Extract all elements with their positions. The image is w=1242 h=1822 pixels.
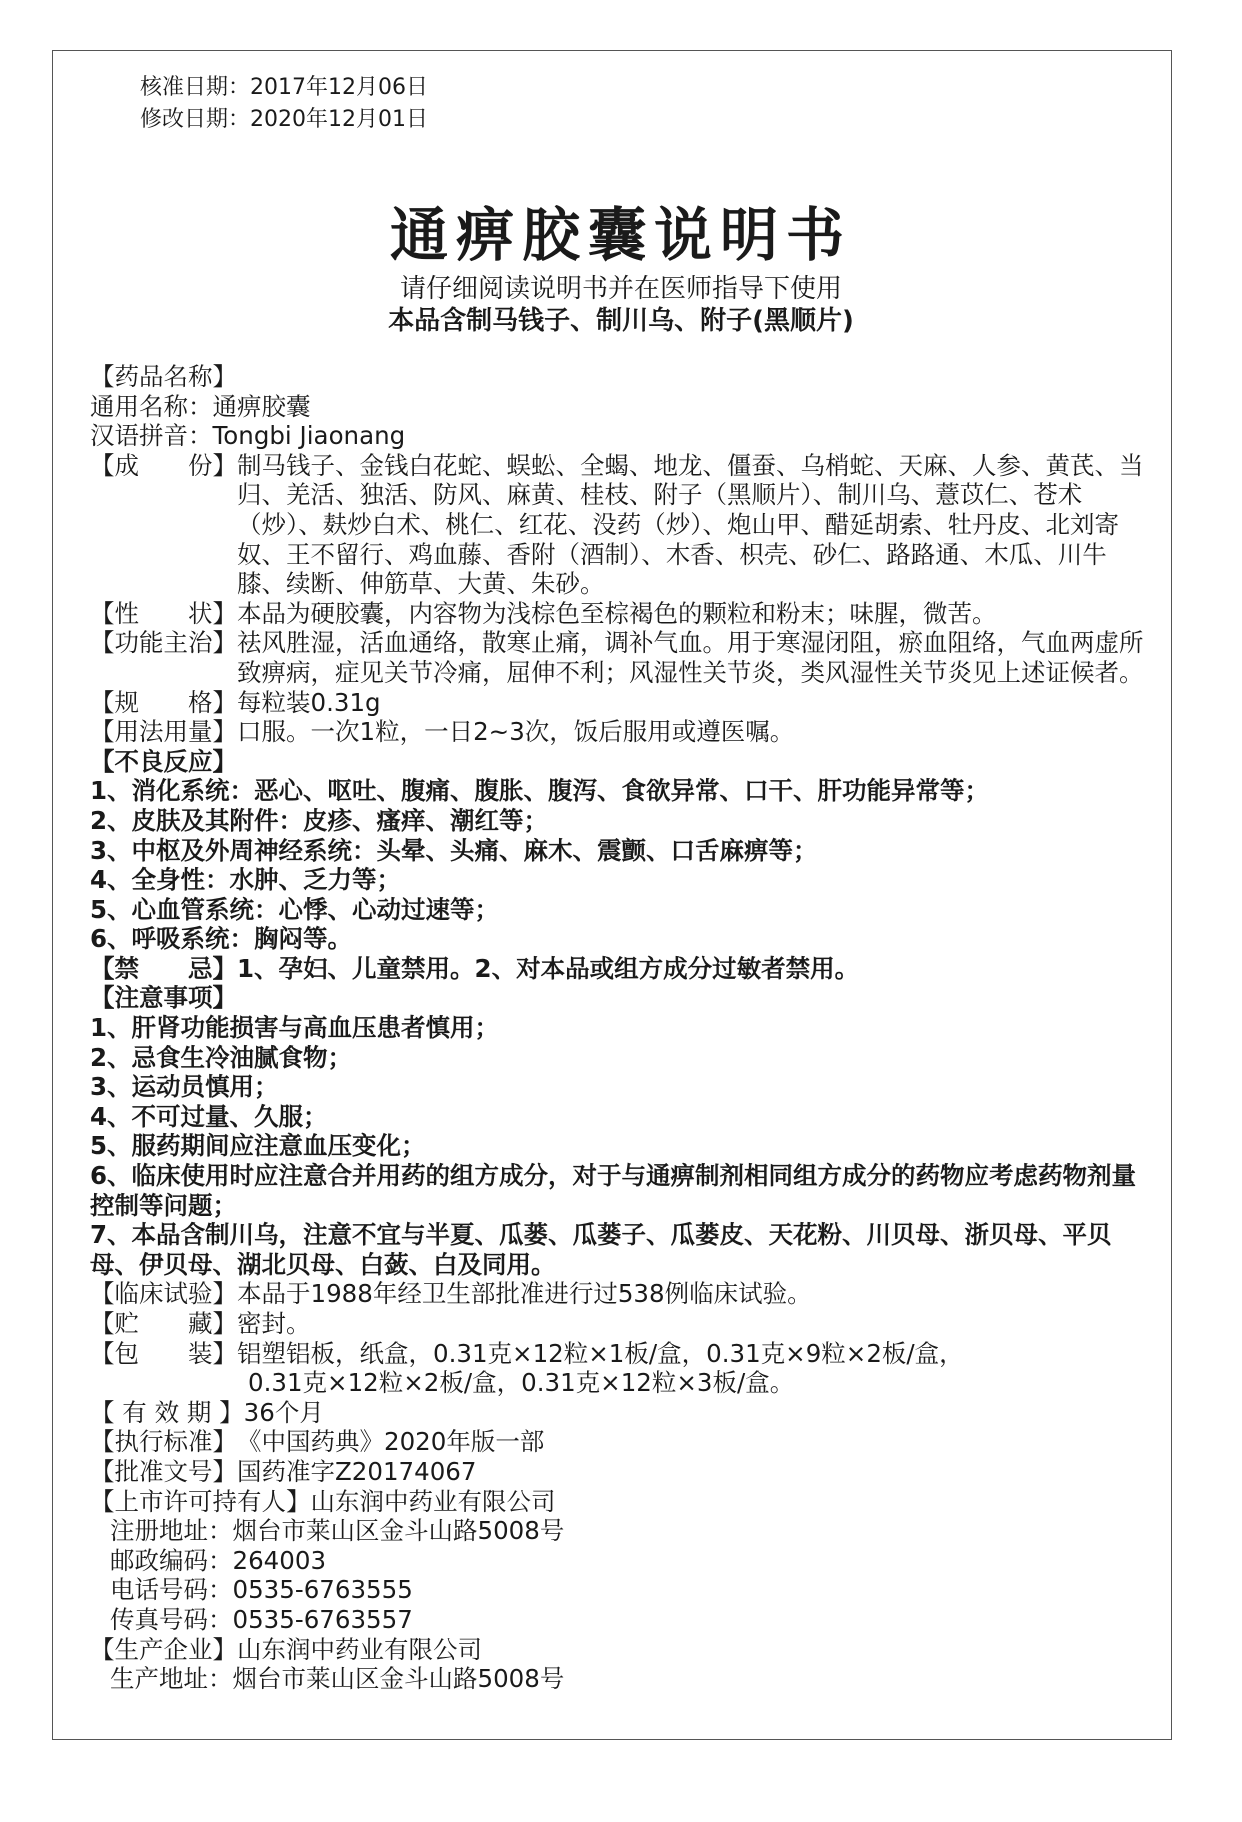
precaution-item: 6、临床使用时应注意合并用药的组方成分，对于与通痹制剂相同组方成分的药物应考虑药物剂量控制等问题； [90, 1161, 1137, 1220]
dosage-label: 【用法用量】 [90, 717, 237, 747]
common-name: 通用名称：通痹胶囊 [90, 391, 311, 421]
clinical-trial-label: 【临床试验】 [90, 1279, 237, 1309]
manufacturer-label: 【生产企业】 [90, 1634, 237, 1664]
validity-text: 36个月 [243, 1397, 324, 1427]
specification-section [90, 688, 1150, 718]
date-block [140, 72, 428, 136]
validity-section [90, 1398, 1150, 1428]
precaution-item: 1、肝肾功能损害与高血压患者慎用； [90, 1013, 500, 1043]
manufacturer-section [90, 1635, 1150, 1665]
contraindications-text: 1、孕妇、儿童禁用。2、对本品或组方成分过敏者禁用。 [237, 953, 860, 983]
mah-postcode: 邮政编码：264003 [110, 1545, 327, 1575]
dosage-text: 口服。一次1粒，一日2~3次，饭后服用或遵医嘱。 [237, 717, 795, 747]
adverse-reactions-heading: 【不良反应】 [90, 746, 237, 776]
properties-label: 【性 状】 [90, 598, 237, 628]
toxic-ingredient-warning: 本品含制马钱子、制川乌、附子(黑顺片) [388, 306, 854, 336]
pinyin-name: 汉语拼音：Tongbi Jiaonang [90, 421, 406, 451]
manufacturer-address: 生产地址：烟台市莱山区金斗山路5008号 [110, 1664, 565, 1694]
ingredients-section [90, 451, 1150, 599]
adverse-reaction-item: 1、消化系统：恶心、呕吐、腹痛、腹胀、腹泻、食欲异常、口干、肝功能异常等； [90, 776, 990, 806]
drug-name-heading: 【药品名称】 [90, 362, 237, 391]
packaging-section [90, 1339, 1150, 1369]
packaging-line-1: 铝塑铝板，纸盒，0.31克×12粒×1板/盒，0.31克×9粒×2板/盒， [237, 1338, 964, 1368]
precaution-item: 2、忌食生冷油腻食物； [90, 1042, 353, 1072]
mah-fax: 传真号码：0535-6763557 [110, 1604, 413, 1634]
contraindications-label: 【禁 忌】 [90, 953, 237, 983]
approval-number-section [90, 1457, 1150, 1487]
properties-section [90, 599, 1150, 629]
precaution-item: 4、不可过量、久服； [90, 1101, 328, 1131]
indications-text: 祛风胜湿，活血通络，散寒止痛，调补气血。用于寒湿闭阻，瘀血阻络，气血两虚所致痹病，症见关节冷痛，屈伸不利；风湿性关节炎，类风湿性关节炎见上述证候者。 [237, 628, 1144, 687]
adverse-reaction-item: 5、心血管系统：心悸、心动过速等； [90, 894, 500, 924]
approval-number-label: 【批准文号】 [90, 1456, 237, 1486]
dosage-section [90, 717, 1150, 747]
contraindications-section [90, 954, 1150, 984]
mah-name: 山东润中药业有限公司 [310, 1486, 556, 1516]
properties-text: 本品为硬胶囊，内容物为浅棕色至棕褐色的颗粒和粉末；味腥，微苦。 [237, 598, 997, 628]
precaution-item: 7、本品含制川乌，注意不宜与半夏、瓜蒌、瓜蒌子、瓜蒌皮、天花粉、川贝母、浙贝母、平贝母、伊贝母、湖北贝母、白蔹、白及同用。 [90, 1220, 1112, 1279]
validity-label: 【 有 效 期 】 [90, 1397, 244, 1427]
standard-text: 《中国药典》2020年版一部 [237, 1427, 545, 1457]
indications-label: 【功能主治】 [90, 628, 237, 658]
mah-phone: 电话号码：0535-6763555 [110, 1575, 413, 1605]
adverse-reaction-item: 3、中枢及外周神经系统：头晕、头痛、麻木、震颤、口舌麻痹等； [90, 835, 818, 865]
storage-text: 密封。 [237, 1309, 311, 1338]
mah-label: 【上市许可持有人】 [90, 1486, 311, 1516]
manufacturer-name: 山东润中药业有限公司 [237, 1634, 482, 1664]
adverse-reaction-item: 6、呼吸系统：胸闷等。 [90, 924, 353, 954]
packaging-line-2: 0.31克×12粒×2板/盒，0.31克×12粒×3板/盒。 [248, 1368, 795, 1398]
precaution-item: 5、服药期间应注意血压变化； [90, 1131, 426, 1161]
storage-label: 【贮 藏】 [90, 1309, 237, 1338]
adverse-reaction-item: 2、皮肤及其附件：皮疹、瘙痒、潮红等； [90, 805, 549, 835]
revision-date: 修改日期：2020年12月01日 [140, 107, 428, 132]
leaflet-body [90, 362, 1150, 1694]
clinical-trial-section [90, 1279, 1150, 1309]
mah-address: 注册地址：烟台市莱山区金斗山路5008号 [110, 1516, 565, 1546]
precaution-item: 3、运动员慎用； [90, 1072, 279, 1102]
precautions-heading: 【注意事项】 [90, 983, 237, 1013]
approval-number-text: 国药准字Z20174067 [237, 1456, 477, 1486]
specification-label: 【规 格】 [90, 687, 237, 717]
standard-section [90, 1427, 1150, 1457]
ingredients-text: 制马钱子、金钱白花蛇、蜈蚣、全蝎、地龙、僵蚕、乌梢蛇、天麻、人参、黄芪、当归、羌活、独活、防风、麻黄、桂枝、附子（黑顺片）、制川乌、薏苡仁、苍术（炒）、麸炒白术、桃仁、红花、没药（炒）、炮山甲、醋延胡索、牡丹皮、北刘寄奴、王不留行、鸡血藤、香附（酒制）、木香、枳壳、砂仁、路路通、木瓜、川牛膝、续断、伸筋草、大黄、朱砂。 [237, 450, 1144, 599]
adverse-reaction-item: 4、全身性：水肿、乏力等； [90, 865, 402, 895]
specification-text: 每粒装0.31g [237, 687, 381, 717]
reading-notice: 请仔细阅读说明书并在医师指导下使用 [399, 274, 842, 304]
clinical-trial-text: 本品于1988年经卫生部批准进行过538例临床试验。 [237, 1279, 812, 1309]
approval-date: 核准日期：2017年12月06日 [140, 75, 428, 100]
storage-section [90, 1309, 1150, 1339]
indications-section [90, 628, 1150, 687]
standard-label: 【执行标准】 [90, 1427, 237, 1457]
packaging-label: 【包 装】 [90, 1338, 237, 1368]
mah-section [90, 1487, 1150, 1517]
document-title: 通痹胶囊说明书 [389, 201, 852, 269]
ingredients-label: 【成 份】 [90, 450, 237, 480]
